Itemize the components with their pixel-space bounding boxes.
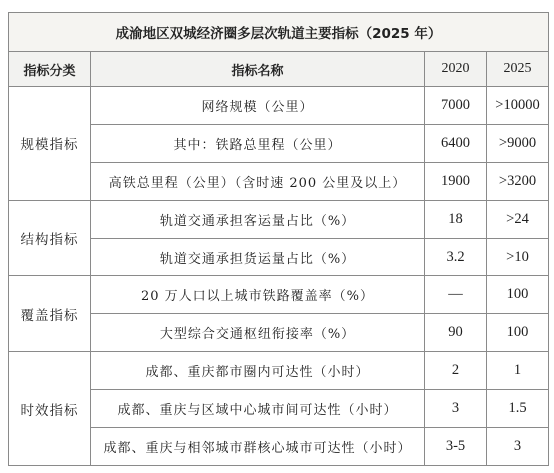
indicator-name: 成都、重庆与相邻城市群核心城市可达性（小时） (91, 427, 425, 465)
value-2025: 1 (487, 352, 549, 390)
table-row (9, 352, 549, 390)
value-2020: 90 (425, 314, 487, 352)
header-category: 指标分类 (9, 52, 91, 87)
indicator-name: 大型综合交通枢纽衔接率（%） (91, 314, 425, 352)
indicator-name: 轨道交通承担货运量占比（%） (91, 238, 425, 276)
value-2025: 100 (487, 314, 549, 352)
value-2025: >10 (487, 238, 549, 276)
value-2025: >9000 (487, 124, 549, 162)
value-2020: 3 (425, 390, 487, 428)
table-row (9, 200, 549, 238)
value-2025: 1.5 (487, 390, 549, 428)
header-2020: 2020 (425, 52, 487, 87)
table-title: 成渝地区双城经济圈多层次轨道主要指标（2025 年） (9, 13, 549, 52)
indicator-name: 20 万人口以上城市铁路覆盖率（%） (91, 276, 425, 314)
value-2020: 3.2 (425, 238, 487, 276)
header-2025: 2025 (487, 52, 549, 87)
title-row (9, 13, 549, 52)
category-cell: 时效指标 (9, 352, 91, 466)
header-name: 指标名称 (91, 52, 425, 87)
value-2025: >24 (487, 200, 549, 238)
value-2020: 2 (425, 352, 487, 390)
value-2020: 18 (425, 200, 487, 238)
indicator-name: 成都、重庆与区域中心城市间可达性（小时） (91, 390, 425, 428)
table-row (9, 276, 549, 314)
indicator-name: 成都、重庆都市圈内可达性（小时） (91, 352, 425, 390)
indicator-name: 其中：铁路总里程（公里） (91, 124, 425, 162)
indicator-name: 高铁总里程（公里）（含时速 200 公里及以上） (91, 162, 425, 200)
value-2020: — (425, 276, 487, 314)
indicator-table (8, 12, 549, 466)
value-2020: 1900 (425, 162, 487, 200)
value-2025: 100 (487, 276, 549, 314)
value-2020: 7000 (425, 87, 487, 125)
indicator-name: 轨道交通承担客运量占比（%） (91, 200, 425, 238)
category-cell: 结构指标 (9, 200, 91, 276)
value-2025: 3 (487, 427, 549, 465)
value-2020: 6400 (425, 124, 487, 162)
value-2025: >10000 (487, 87, 549, 125)
category-cell: 规模指标 (9, 87, 91, 201)
value-2025: >3200 (487, 162, 549, 200)
value-2020: 3-5 (425, 427, 487, 465)
table-row (9, 87, 549, 125)
header-row (9, 52, 549, 87)
category-cell: 覆盖指标 (9, 276, 91, 352)
indicator-name: 网络规模（公里） (91, 87, 425, 125)
